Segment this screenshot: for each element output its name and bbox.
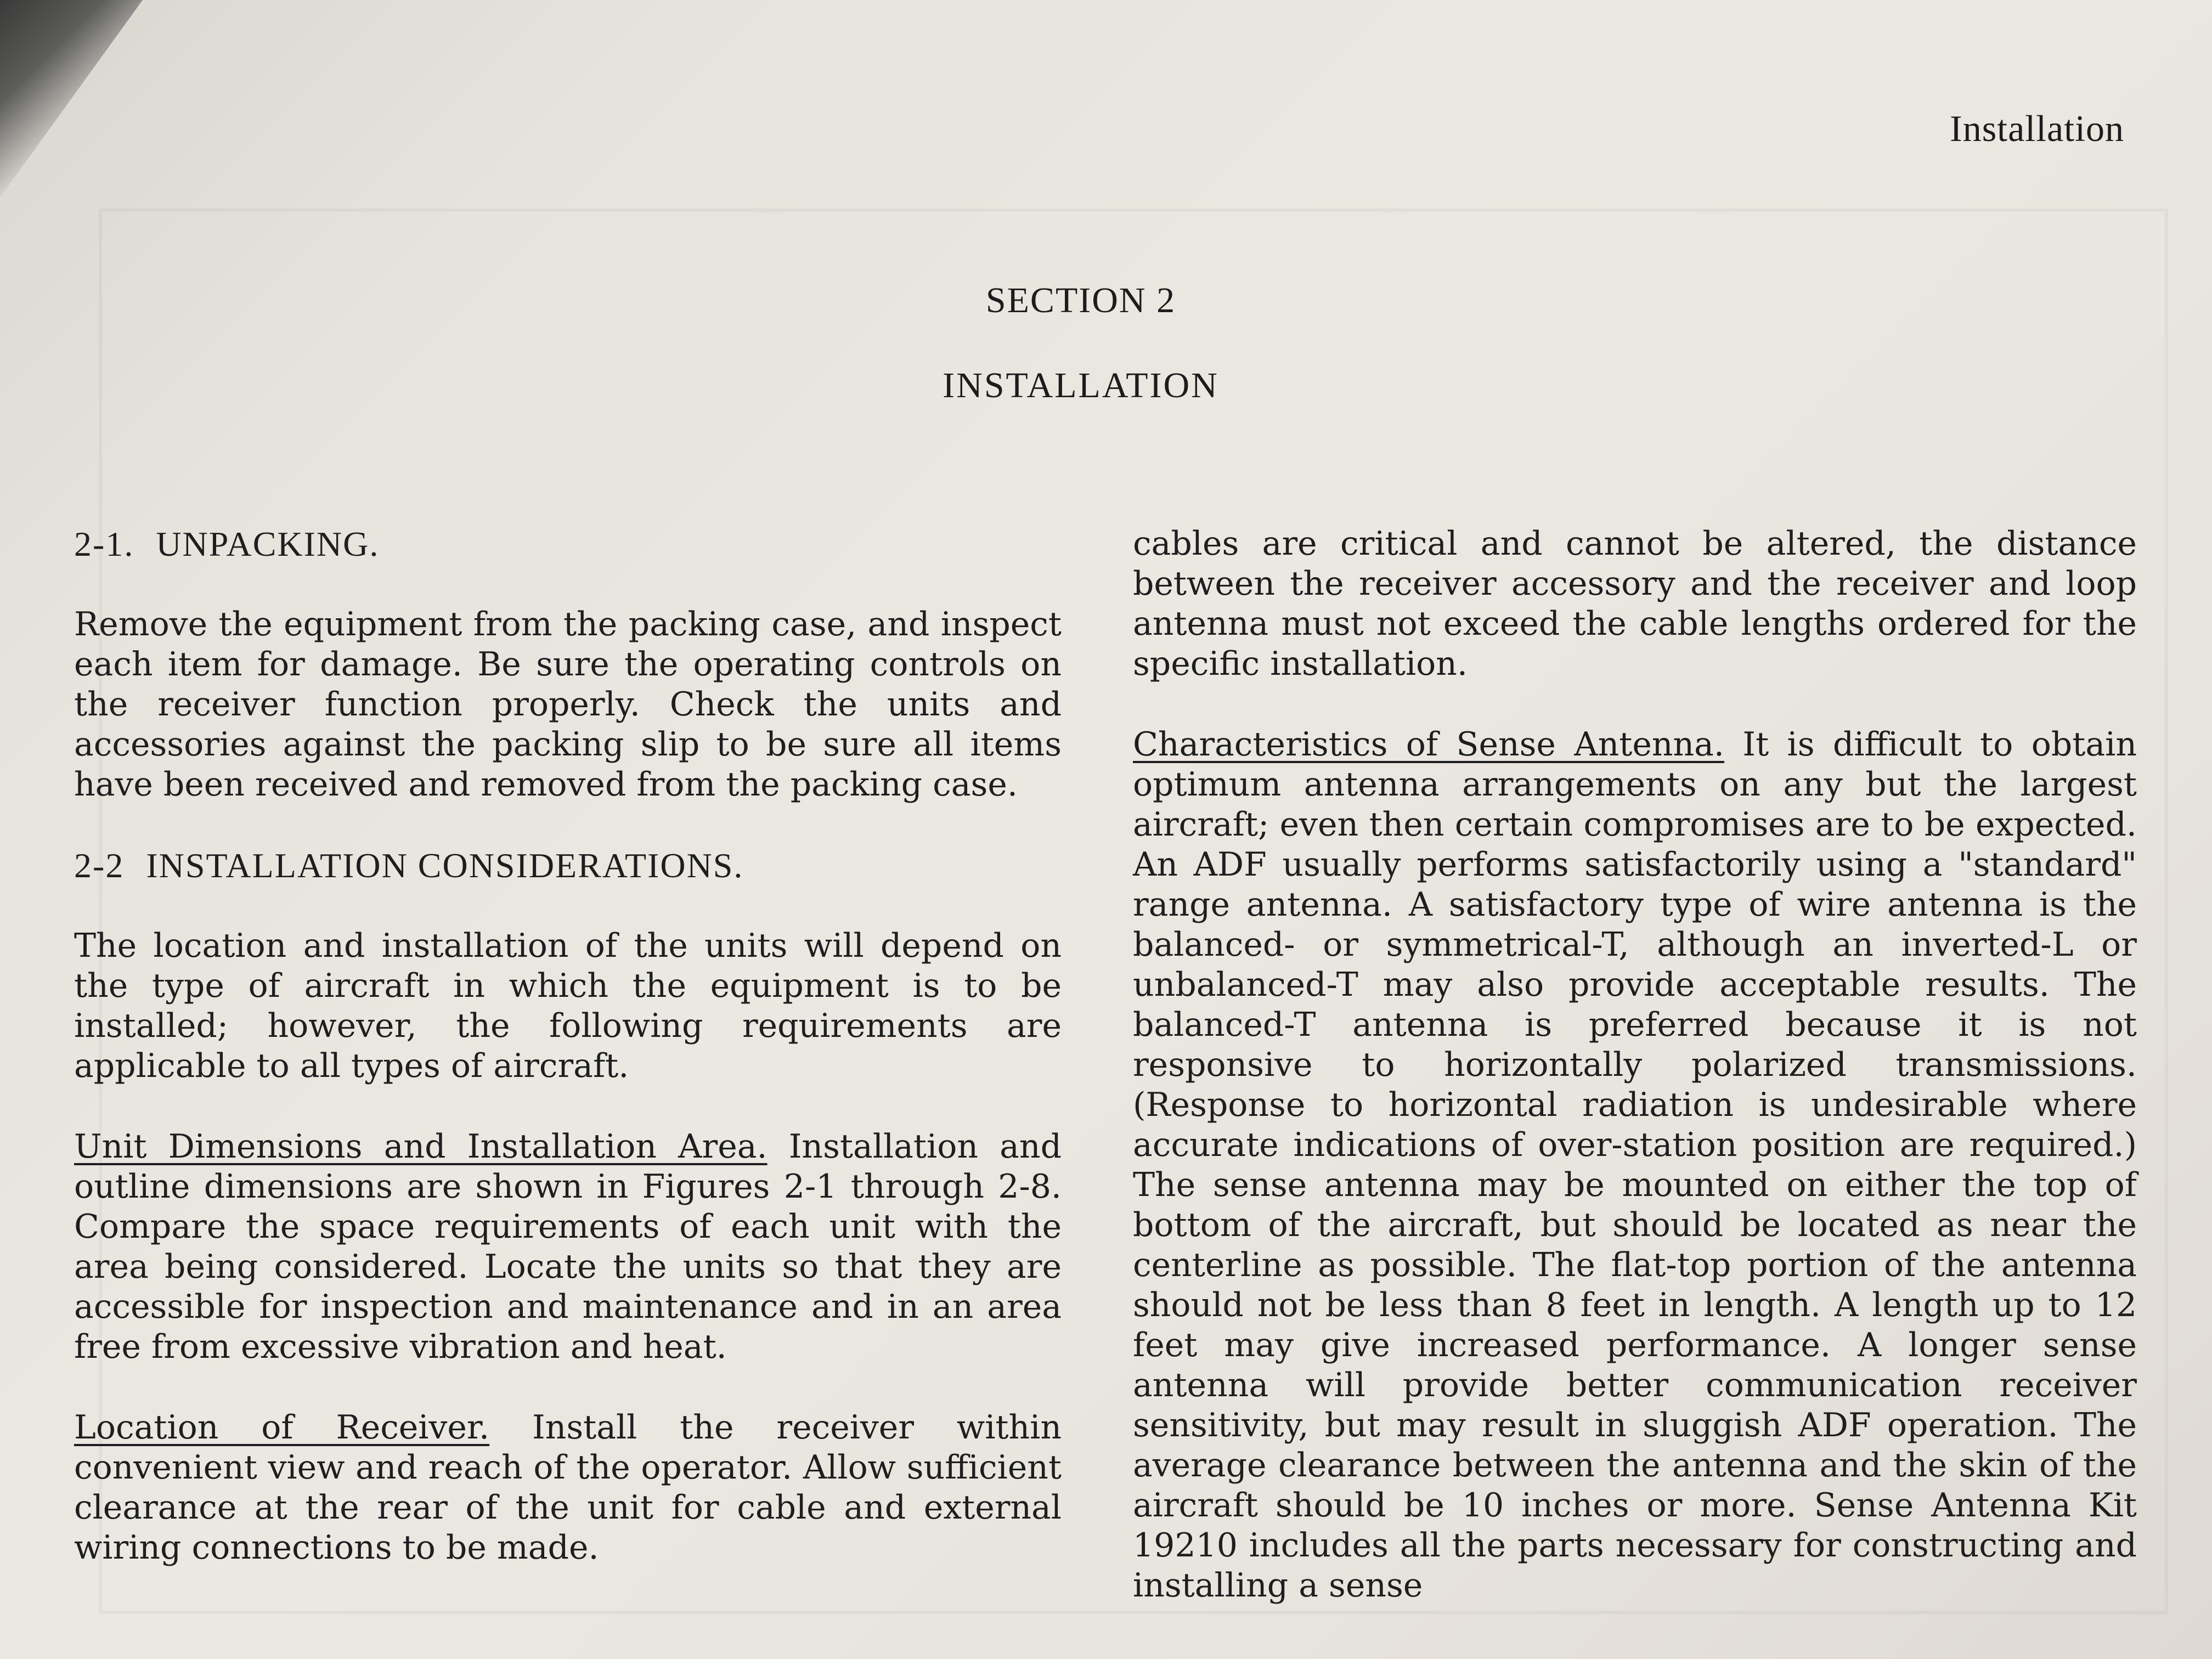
- section-title: INSTALLATION: [943, 365, 1219, 405]
- heading-number: 2-1.: [74, 524, 134, 563]
- unpacking-paragraph: Remove the equipment from the packing case, and inspect each item for damage. Be sure the operating controls on the receiver function properly. Check the units and accessories against the packing slip to be sure all items have been received and removed from the packing case.: [74, 605, 1062, 804]
- run-in-heading: Unit Dimensions and Installation Area.: [74, 1127, 768, 1166]
- right-column: [1133, 524, 2137, 1646]
- heading-installation-considerations: [74, 845, 1062, 885]
- unit-dimensions-paragraph: [74, 1127, 1062, 1367]
- left-column: [74, 524, 1062, 1609]
- location-receiver-paragraph: [74, 1408, 1062, 1568]
- continuation-paragraph: cables are critical and cannot be altered, the distance between the receiver accessory and the receiver and loop antenna must not exceed the cable lengths ordered for the specific installation.: [1133, 524, 2137, 683]
- paragraph-body: Installation and outline dimensions are shown in Figures 2-1 through 2-8. Compare the space requirements of each unit with the area being considered. Locate the units so that they are accessible for inspection and maintenance and in an area free from excessive vibration and heat.: [74, 1127, 1062, 1366]
- paragraph-body: Install the receiver within convenient view and reach of the operator. Allow sufficient clearance at the rear of the unit for cable and external wiring connections to be made.: [74, 1408, 1062, 1567]
- run-in-heading: Characteristics of Sense Antenna.: [1133, 725, 1725, 764]
- heading-unpacking: [74, 524, 1062, 564]
- running-head: Installation: [1950, 108, 2124, 149]
- run-in-heading: Location of Receiver.: [74, 1408, 490, 1447]
- sense-antenna-paragraph: [1133, 725, 2137, 1606]
- heading-title: UNPACKING.: [156, 524, 380, 563]
- heading-number: 2-2: [74, 846, 125, 885]
- page-corner-shadow: [0, 0, 143, 198]
- heading-title: INSTALLATION CONSIDERATIONS.: [146, 846, 744, 885]
- section-number: SECTION 2: [985, 280, 1176, 320]
- paragraph-body: It is difficult to obtain optimum antenna arrangements on any but the largest aircraft; even then certain compromises are to be expected. An ADF usually performs satisfactorily using a "standard" range antenna. A satisfactory type of wire antenna is the balanced- or symmetrical-T, although an inverted-L or unbalanced-T may also provide acceptable results. The balanced-T antenna is preferred because it is not responsive to horizontally polarized transmissions. (Response to horizontal radiation is undesirable where accurate indications of over-station position are required.) The sense antenna may be mounted on either the top of bottom of the aircraft, but should be located as near the centerline as possible. The flat-top portion of the antenna should not be less than 8 feet in length. A length up to 12 feet may give increased performance. A longer sense antenna will provide better communication receiver sensitivity, but may result in sluggish ADF operation. The average clearance between the antenna and the skin of the aircraft should be 10 inches or more. Sense Antenna Kit 19210 includes all the parts necessary for constructing and installing a sense: [1133, 725, 2137, 1605]
- considerations-paragraph: The location and installation of the units will depend on the type of aircraft in which the equipment is to be installed; however, the following requirements are applicable to all types of aircraft.: [74, 927, 1062, 1085]
